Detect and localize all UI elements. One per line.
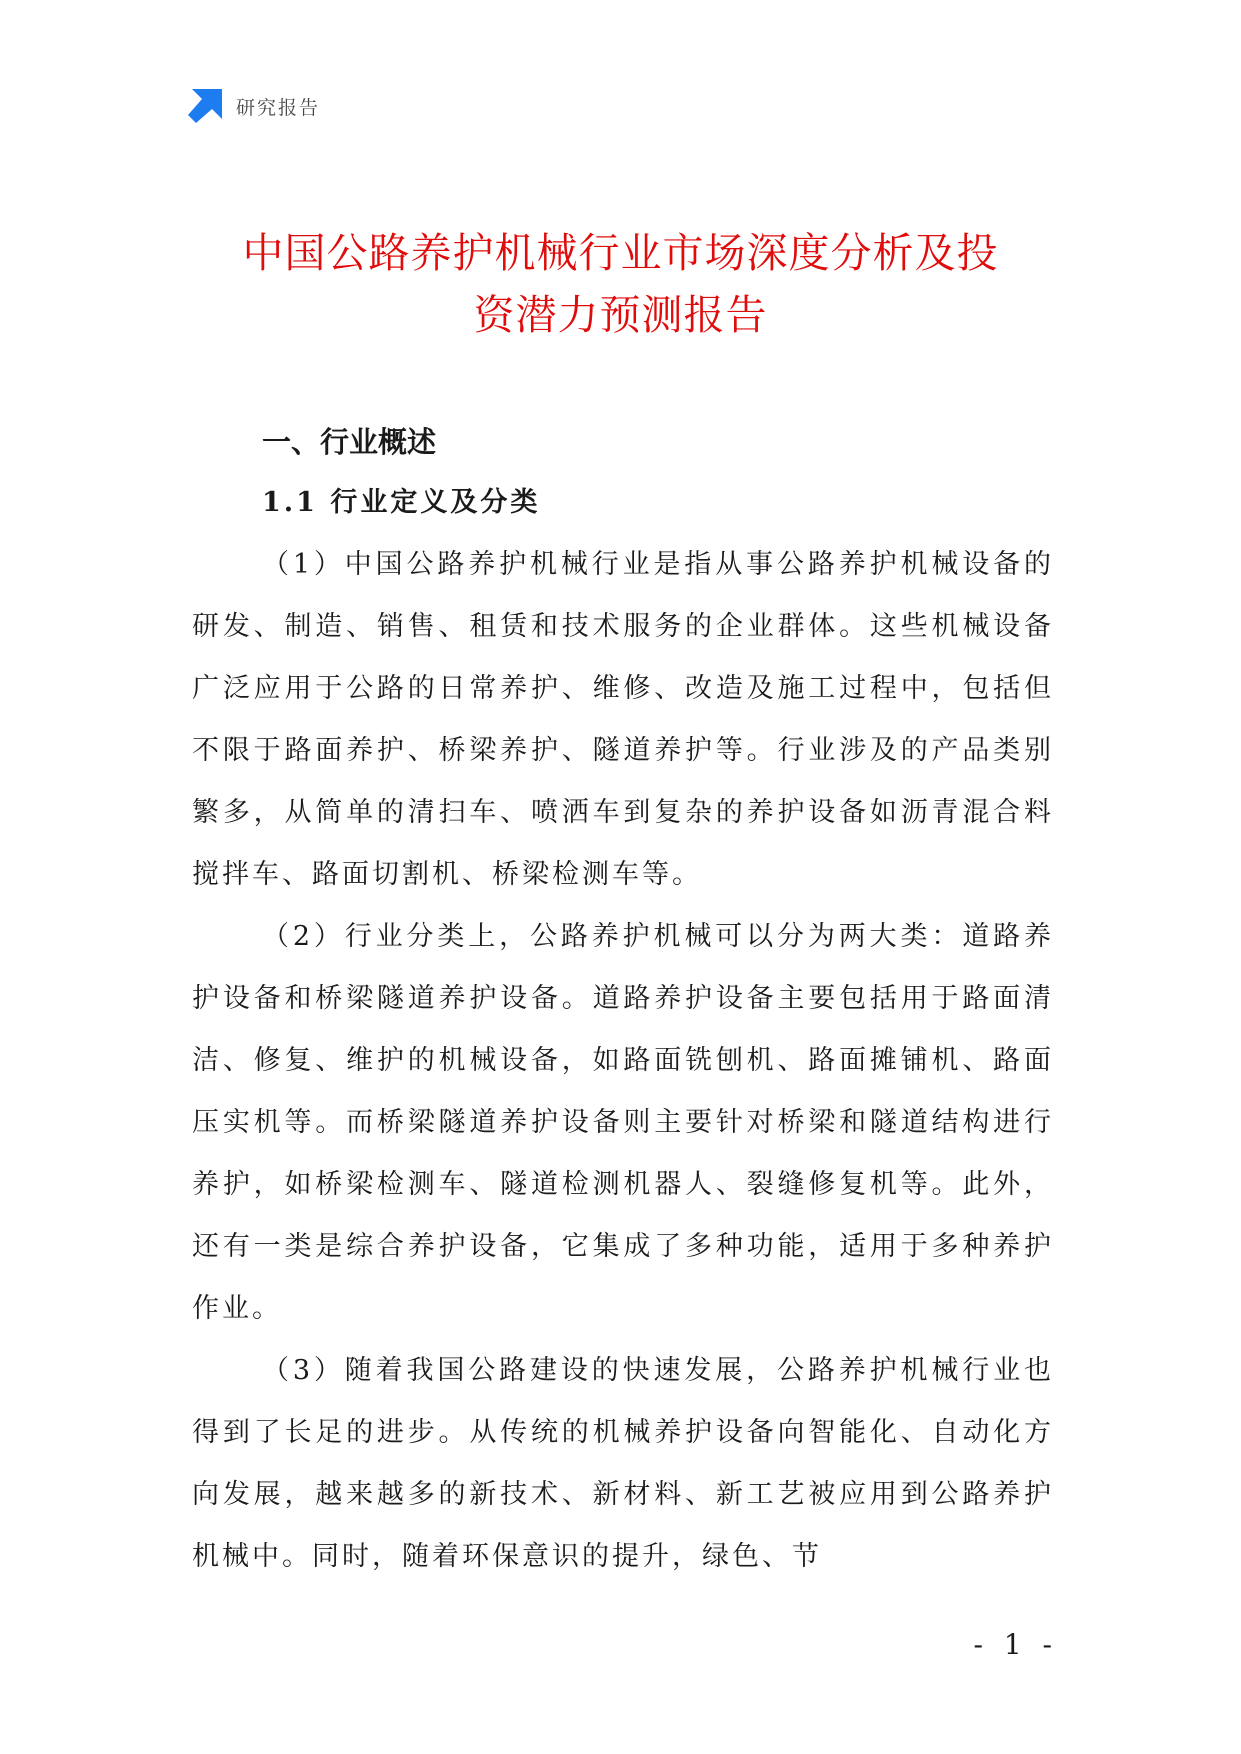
document-body xyxy=(192,414,1054,1588)
report-header xyxy=(188,88,320,124)
subsection-heading: 1.1 行业定义及分类 xyxy=(262,487,541,518)
header-label: 研究报告 xyxy=(236,96,321,119)
paragraph-2: （2）行业分类上，公路养护机械可以分为两大类：道路养护设备和桥梁隧道养护设备。道路养护设备主要包括用于路面清洁、修复、维护的机械设备，如路面铣刨机、路面摊铺机、路面压实机等。而桥梁隧道养护设备则主要针对桥梁和隧道结构进行养护，如桥梁检测车、隧道检测机器人、裂缝修复机等。此外，还有一类是综合养护设备，它集成了多种功能，适用于多种养护作业。 xyxy=(192,921,1054,1324)
arrow-up-right-icon xyxy=(188,89,222,123)
page-number: - 1 - xyxy=(973,1628,1058,1661)
paragraph-1: （1）中国公路养护机械行业是指从事公路养护机械设备的研发、制造、销售、租赁和技术服务的企业群体。这些机械设备广泛应用于公路的日常养护、维修、改造及施工过程中，包括但不限于路面养护、桥梁养护、隧道养护等。行业涉及的产品类别繁多，从简单的清扫车、喷洒车到复杂的养护设备如沥青混合料搅拌车、路面切割机、桥梁检测车等。 xyxy=(192,549,1054,890)
document-title xyxy=(150,222,1091,346)
section-heading: 一、行业概述 xyxy=(262,425,437,459)
paragraph-3: （3）随着我国公路建设的快速发展，公路养护机械行业也得到了长足的进步。从传统的机械养护设备向智能化、自动化方向发展，越来越多的新技术、新材料、新工艺被应用到公路养护机械中。同时，随着环保意识的提升，绿色、节 xyxy=(192,1355,1054,1572)
title-line-1: 中国公路养护机械行业市场深度分析及投 xyxy=(242,229,999,277)
title-line-2: 资潜力预测报告 xyxy=(473,291,768,339)
